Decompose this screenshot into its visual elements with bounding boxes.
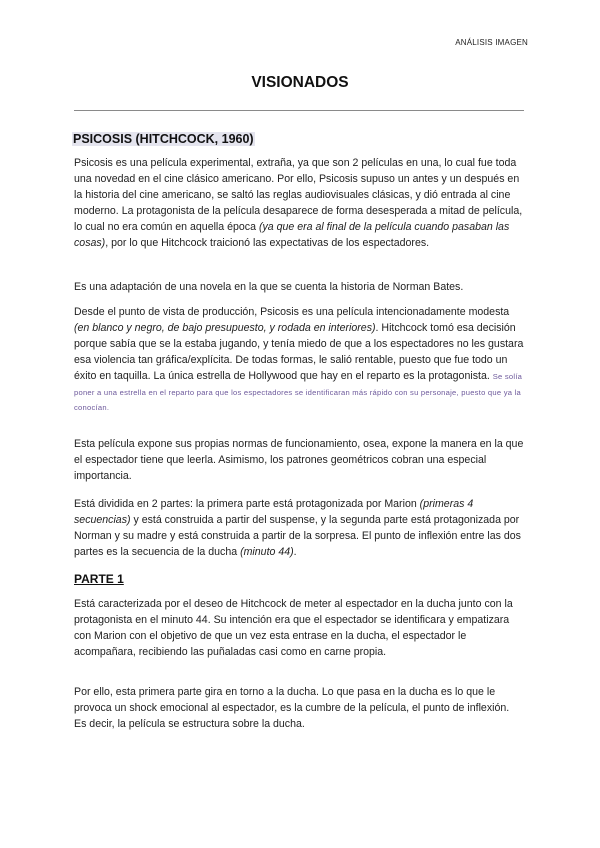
paragraph-text: Psicosis es una película experimental, extraña, ya que son 2 películas en una, lo cual fue toda una novedad en el cine clásico americano. Por ello, Psicosis supuso un antes y un después en la historia del cine americano, se saltó las reglas audiovisuales clásicas, y dió entrada al cine moderno. La protagonista de la película desaparece de forma desesperada a mitad de película, lo cual no era común en aquella época bbox=[74, 157, 523, 233]
paragraph-text: . bbox=[293, 545, 297, 558]
paragraph-text: Está dividida en 2 partes: la primera parte está protagonizada por Marion bbox=[74, 498, 420, 510]
paragraph-part1-intro: Está caracterizada por el deseo de Hitchcock de meter al espectador en la ducha junto con la protagonista en el minuto 44. Su intención era que el espectador se identificara y empatizara con Marion con el objetivo de que un vez esta entrase en la ducha, el espectador le acompañara, recibiendo las puñaladas casi como en carne propia. bbox=[74, 598, 513, 658]
paragraph-italic: (en blanco y negro, de bajo presupuesto, y rodada en interiores) bbox=[74, 321, 376, 334]
section-heading: PSICOSIS (HITCHCOCK, 1960) bbox=[73, 132, 254, 146]
title-divider bbox=[74, 110, 524, 111]
paragraph-intro bbox=[74, 156, 524, 251]
paragraph-text: y está construida a partir del suspense, y la segunda parte está protagonizada por Norman y su madre y está construida a partir de la sorpresa. El punto de inflexión entre las dos partes es la secuencia de la ducha bbox=[74, 513, 521, 558]
page-title: VISIONADOS bbox=[251, 74, 349, 91]
paragraph-text: Desde el punto de vista de producción, Psicosis es una película intencionadamente modesta bbox=[74, 306, 510, 318]
paragraph-part1-shower: Por ello, esta primera parte gira en torno a la ducha. Lo que pasa en la ducha es lo que le provoca un shock emocional al espectador, es la cumbre de la película, el punto de inflexión. Es decir, la película se estructura sobre la ducha. bbox=[74, 686, 510, 730]
paragraph-italic: (primeras 4 secuencias) bbox=[74, 498, 474, 526]
paragraph-text: , por lo que Hitchcock traicionó las expectativas de los espectadores. bbox=[105, 236, 430, 249]
header-label: ANÁLISIS IMAGEN bbox=[455, 38, 528, 47]
paragraph-norms: Esta película expone sus propias normas de funcionamiento, osea, expone la manera en la que el espectador tiene que leerla. Asimismo, los patrones geométricos cobran una especial importancia. bbox=[74, 438, 524, 482]
paragraph-italic: (ya que era al final de la película cuando pasaban las cosas) bbox=[74, 220, 510, 249]
margin-note: Se solía poner a una estrella en el reparto para que los espectadores se identificaran más rápido con su personaje, puesto que ya la conocían. bbox=[74, 371, 523, 413]
paragraph-production bbox=[74, 305, 524, 416]
paragraph-italic: (minuto 44) bbox=[240, 545, 294, 558]
paragraph-text: . Hitchcock tomó esa decisión porque sabía que se la estaba jugando, y tenía miedo de que a los espectadores no les gustara esa violencia tan gráfica/explícita. De todas formas, le salió rentable, puesto que fue todo un éxito en taquilla. La única estrella de Hollywood que hay en el reparto es la protagonista. bbox=[74, 321, 524, 382]
paragraph-adaptation: Es una adaptación de una novela en la que se cuenta la historia de Norman Bates. bbox=[74, 281, 464, 293]
paragraph-structure bbox=[74, 497, 524, 561]
part1-heading: PARTE 1 bbox=[74, 572, 124, 586]
